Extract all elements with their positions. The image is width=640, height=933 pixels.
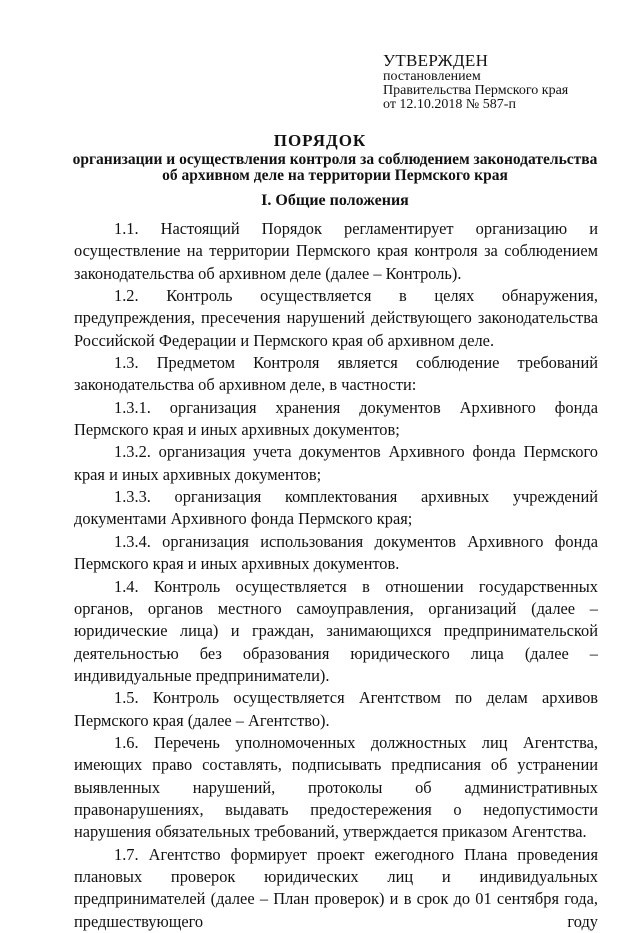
paragraph: 1.5. Контроль осуществляется Агентством по делам архивов Пермского края (далее – Агентство).: [74, 688, 598, 730]
paragraph: 1.3.3. организация комплектования архивных учреждений документами Архивного фонда Пермского края;: [74, 487, 598, 529]
document-body: [74, 218, 598, 933]
paragraph: 1.1. Настоящий Порядок регламентирует организацию и осуществление на территории Пермского края контроля за соблюдением законодательства об архивном деле (далее – Контроль).: [74, 219, 598, 283]
document-subtitle: [60, 152, 610, 184]
approval-heading: УТВЕРЖДЕН: [383, 51, 489, 70]
paragraph: 1.3.4. организация использования документов Архивного фонда Пермского края и иных архивных документов.: [74, 531, 598, 574]
paragraph: 1.3.2. организация учета документов Архивного фонда Пермского края и иных архивных документов;: [74, 442, 598, 484]
paragraph: 1.7. Агентство формирует проект ежегодного Плана проведения плановых проверок юридических лиц и индивидуальных предпринимателей (далее – План проверок) и в срок до 01 сентября года, предшествующего году: [74, 844, 598, 931]
approval-date: от 12.10.2018 № 587-п: [383, 97, 516, 112]
subtitle-line: об архивном деле на территории Пермского края: [162, 167, 508, 184]
paragraph: 1.2. Контроль осуществляется в целях обнаружения, предупреждения, пресечения нарушений действующего законодательства Российской Федерации и Пермского края об архивном деле.: [74, 286, 598, 350]
approval-stamp: [383, 52, 568, 112]
approval-line: Правительства Пермского края: [383, 83, 569, 98]
approval-line: постановлением: [383, 69, 481, 84]
section-heading: I. Общие положения: [261, 192, 409, 209]
document-title: ПОРЯДОК: [273, 131, 367, 150]
paragraph: 1.3.1. организация хранения документов Архивного фонда Пермского края и иных архивных документов;: [74, 397, 598, 440]
paragraph: 1.6. Перечень уполномоченных должностных лиц Агентства, имеющих право составлять, подписывать предписания об устранении выявленных нарушений, протоколы об административных правонарушениях, выдавать предостережения о недопустимости нарушения обязательных требований, утверждается приказом Агентства.: [74, 732, 598, 842]
paragraph: 1.3. Предметом Контроля является соблюдение требований законодательства об архивном деле, в частности:: [74, 353, 598, 395]
paragraph: 1.4. Контроль осуществляется в отношении государственных органов, органов местного самоуправления, организаций (далее – юридические лица) и граждан, занимающихся предпринимательской деятельностью без образования юридического лица (далее – индивидуальные предприниматели).: [74, 576, 598, 685]
subtitle-line: организации и осуществления контроля за соблюдением законодательства: [72, 151, 598, 168]
